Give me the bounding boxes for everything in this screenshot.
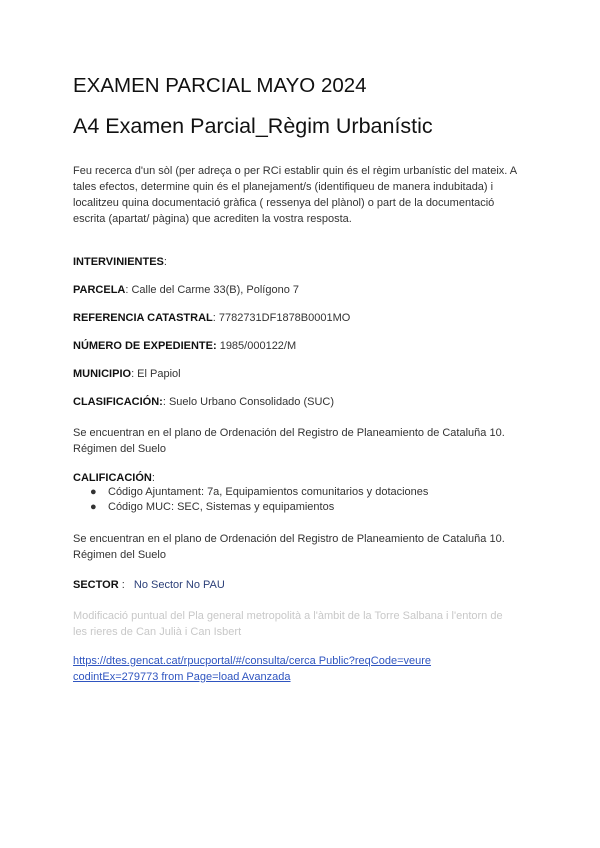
sector-label: SECTOR	[73, 579, 119, 591]
list-item-text: Código MUC: SEC, Sistemas y equipamientos	[108, 501, 335, 513]
list-item	[73, 485, 428, 500]
calificacion-label: CALIFICACIÓN	[73, 472, 152, 484]
calificacion-list	[73, 485, 428, 515]
municipio-field	[73, 366, 181, 382]
referencia-catastral-value: : 7782731DF1878B0001MO	[212, 312, 351, 324]
sector-field	[73, 577, 225, 593]
intro-line: escrita (apartat/ pàgina) que acrediten la vostra resposta.	[73, 213, 352, 225]
parcela-value: : Calle del Carme 33(B), Polígono 7	[125, 284, 300, 296]
sector-value: No Sector No PAU	[133, 579, 225, 591]
expediente-field	[73, 338, 296, 354]
expediente-value: 1985/000122/M	[216, 340, 297, 352]
plano-note-line: Régimen del Suelo	[73, 549, 166, 561]
calificacion-suffix: :	[151, 472, 155, 484]
list-item	[73, 500, 428, 515]
municipio-label: MUNICIPIO	[73, 368, 132, 380]
referencia-catastral-label: REFERENCIA CATASTRAL	[73, 312, 213, 324]
intervinientes-suffix: :	[163, 256, 167, 268]
modificacio-line: Modificació puntual del Pla general metropolità a l'àmbit de la Torre Salbana i l'entorn de	[73, 610, 503, 622]
bullet-icon: ●	[90, 486, 97, 498]
intro-paragraph	[73, 163, 517, 227]
modificacio-line: les rieres de Can Julià i Can Isbert	[73, 626, 242, 638]
parcela-field	[73, 282, 299, 298]
intro-line: localitzeu quina documentació gràfica ( ressenya del plànol) o part de la documentació	[73, 197, 495, 209]
clasificacion-label: CLASIFICACIÓN:	[73, 396, 163, 408]
parcela-label: PARCELA	[73, 284, 126, 296]
plano-note-line: Se encuentran en el plano de Ordenación del Registro de Planeamiento de Cataluña 10.	[73, 533, 505, 545]
calificacion-heading	[73, 470, 155, 486]
intro-line: tales efectos, determine quin és el planejament/s (identifiqueu de manera indubitada) i	[73, 181, 494, 193]
bullet-icon: ●	[90, 501, 97, 513]
intervinientes-label: INTERVINIENTES	[73, 256, 164, 268]
registro-link-line[interactable]: codintEx=279773 from Page=load Avanzada	[73, 671, 291, 683]
expediente-label: NÚMERO DE EXPEDIENTE:	[73, 340, 217, 352]
plano-note-line: Régimen del Suelo	[73, 443, 166, 455]
clasificacion-field	[73, 394, 334, 410]
sector-separator: :	[118, 579, 134, 591]
registro-link-line[interactable]: https://dtes.gencat.cat/rpucportal/#/consulta/cerca Public?reqCode=veure	[73, 655, 432, 667]
clasificacion-value: : Suelo Urbano Consolidado (SUC)	[162, 396, 335, 408]
intervinientes-heading	[73, 254, 167, 270]
municipio-value: : El Papiol	[131, 368, 181, 380]
exam-title: EXAMEN PARCIAL MAYO 2024	[73, 74, 367, 97]
plano-note	[73, 425, 505, 457]
referencia-catastral-field	[73, 310, 350, 326]
plano-note	[73, 531, 505, 563]
exam-subtitle: A4 Examen Parcial_Règim Urbanístic	[73, 114, 433, 138]
list-item-text: Código Ajuntament: 7a, Equipamientos comunitarios y dotaciones	[108, 486, 429, 498]
modificacio-note	[73, 608, 503, 640]
plano-note-line: Se encuentran en el plano de Ordenación del Registro de Planeamiento de Cataluña 10.	[73, 427, 505, 439]
intro-line: Feu recerca d'un sòl (per adreça o per RCi establir quin és el règim urbanístic del mateix. A	[73, 165, 518, 177]
registro-link[interactable]	[73, 653, 431, 685]
